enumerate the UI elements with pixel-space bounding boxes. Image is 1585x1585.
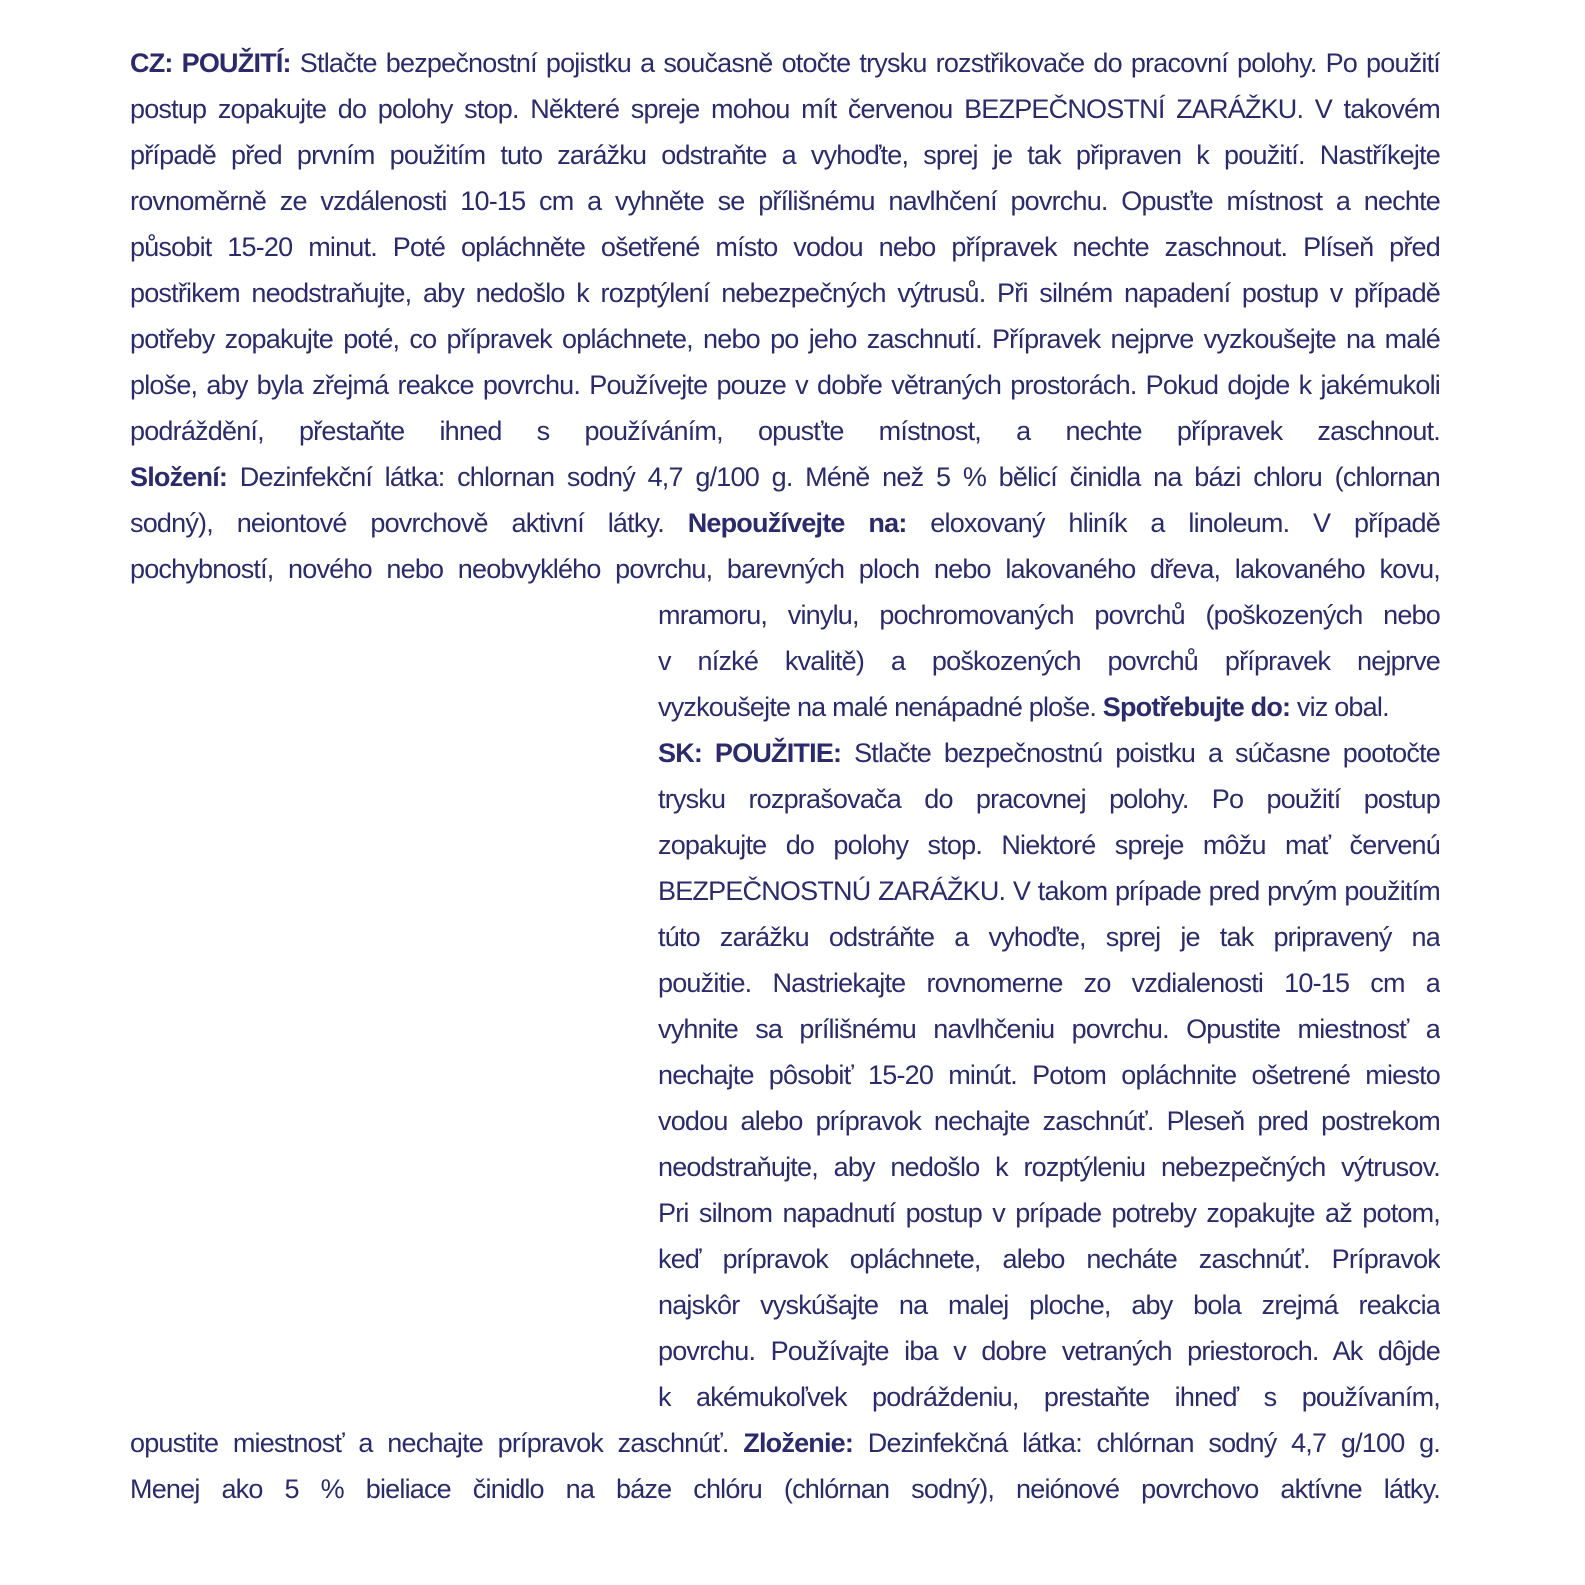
sk-line-25: neodstraňujte, aby nedošlo k rozptýleniu nebezpečných výtrusov. <box>658 1152 1440 1182</box>
sk-line-21: použitie. Nastriekajte rovnomerne zo vzdialenosti 10-15 cm a <box>658 968 1440 998</box>
cz-line-3: případě před prvním použitím tuto zarážku odstraňte a vyhoďte, sprej je tak připraven k použití. Nastříkejte <box>130 140 1440 170</box>
sk-line-26: Pri silnom napadnutí postup v prípade potreby zopakujte až potom, <box>658 1198 1440 1228</box>
cz-line-15-text-b: viz obal. <box>1290 692 1389 722</box>
sk-line-22: vyhnite sa prílišnému navlhčeniu povrchu. Opustite miestnosť a <box>658 1014 1440 1044</box>
sk-line-31 <box>130 1419 1440 1467</box>
cz-line-11 <box>130 499 1440 547</box>
sk-line-30: k akémukoľvek podráždeniu, prestaňte ihneď s používaním, <box>658 1382 1440 1412</box>
cz-line-5: působit 15-20 minut. Poté opláchněte ošetřené místo vodou nebo přípravek nechte zaschnout. Plíseň před <box>130 232 1440 262</box>
sk-line-20: túto zarážku odstráňte a vyhoďte, sprej je tak pripravený na <box>658 922 1440 952</box>
cz-line-10-text: Dezinfekční látka: chlornan sodný 4,7 g/100 g. Méně než 5 % bělicí činidla na bázi chloru (chlornan <box>227 462 1440 492</box>
sk-line-16 <box>658 729 1440 777</box>
cz-line-2: postup zopakujte do polohy stop. Některé spreje mohou mít červenou BEZPEČNOSTNÍ ZARÁŽKU. V takovém <box>130 94 1440 124</box>
cz-line-7: potřeby zopakujte poté, co přípravek opláchnete, nebo po jeho zaschnutí. Přípravek nejprve vyzkoušejte na malé <box>130 324 1440 354</box>
cz-line-1 <box>130 39 1440 87</box>
cz-line-9: podráždění, přestaňte ihned s používáním, opusťte místnost, a nechte přípravek zaschnout. <box>130 416 1440 446</box>
sk-line-19: BEZPEČNOSTNÚ ZARÁŽKU. V takom prípade pred prvým použitím <box>658 876 1440 906</box>
cz-line-13: mramoru, vinylu, pochromovaných povrchů (poškozených nebo <box>658 600 1440 630</box>
sk-line-16-text: Stlačte bezpečnostnú poistku a súčasne pootočte <box>841 738 1440 768</box>
sk-line-29: povrchu. Používajte iba v dobre vetraných priestoroch. Ak dôjde <box>658 1336 1440 1366</box>
sk-line-27: keď prípravok opláchnete, alebo necháte zaschnúť. Prípravok <box>658 1244 1440 1274</box>
sk-line-31-text-b: Dezinfekčná látka: chlórnan sodný 4,7 g/100 g. <box>853 1428 1440 1458</box>
cz-usage-heading: CZ: POUŽITÍ: <box>130 48 291 78</box>
cz-line-6: postřikem neodstraňujte, aby nedošlo k rozptýlení nebezpečných výtrusů. Při silném napadení postup v případě <box>130 278 1440 308</box>
cz-line-15 <box>658 683 1440 731</box>
cz-line-11-text-a: sodný), neiontové povrchově aktivní látky. <box>130 508 688 538</box>
cz-line-15-text-a: vyzkoušejte na malé nenápadné ploše. <box>658 692 1103 722</box>
sk-line-18: zopakujte do polohy stop. Niektoré spreje môžu mať červenú <box>658 830 1440 860</box>
cz-line-1-text: Stlačte bezpečnostní pojistku a současně otočte trysku rozstřikovače do pracovní polohy. Po použití <box>290 48 1440 78</box>
sk-line-17: trysku rozprašovača do pracovnej polohy. Po použití postup <box>658 784 1440 814</box>
cz-line-14: v nízké kvalitě) a poškozených povrchů přípravek nejprve <box>658 646 1440 676</box>
cz-do-not-use-heading: Nepoužívejte na: <box>687 508 907 538</box>
cz-line-10 <box>130 453 1440 501</box>
sk-line-32: Menej ako 5 % bieliace činidlo na báze chlóru (chlórnan sodný), neiónové povrchovo aktívne látky. <box>130 1474 1440 1504</box>
sk-line-23: nechajte pôsobiť 15-20 minút. Potom opláchnite ošetrené miesto <box>658 1060 1440 1090</box>
sk-composition-heading: Zloženie: <box>743 1428 854 1458</box>
cz-line-4: rovnoměrně ze vzdálenosti 10-15 cm a vyhněte se přílišnému navlhčení povrchu. Opusťte místnost a nechte <box>130 186 1440 216</box>
cz-composition-heading: Složení: <box>130 462 228 492</box>
sk-line-24: vodou alebo prípravok nechajte zaschnúť. Pleseň pred postrekom <box>658 1106 1440 1136</box>
cz-line-8: ploše, aby byla zřejmá reakce povrchu. Používejte pouze v dobře větraných prostorách. Pokud dojde k jakémukoli <box>130 370 1440 400</box>
sk-usage-heading: SK: POUŽITIE: <box>658 738 842 768</box>
cz-use-by-heading: Spotřebujte do: <box>1102 692 1291 722</box>
cz-line-12: pochybností, nového nebo neobvyklého povrchu, barevných ploch nebo lakovaného dřeva, lakovaného kovu, <box>130 554 1440 584</box>
sk-line-31-text-a: opustite miestnosť a nechajte prípravok zaschnúť. <box>130 1428 744 1458</box>
cz-line-11-text-b: eloxovaný hliník a linoleum. V případě <box>906 508 1440 538</box>
sk-line-28: najskôr vyskúšajte na malej ploche, aby bola zrejmá reakcia <box>658 1290 1440 1320</box>
